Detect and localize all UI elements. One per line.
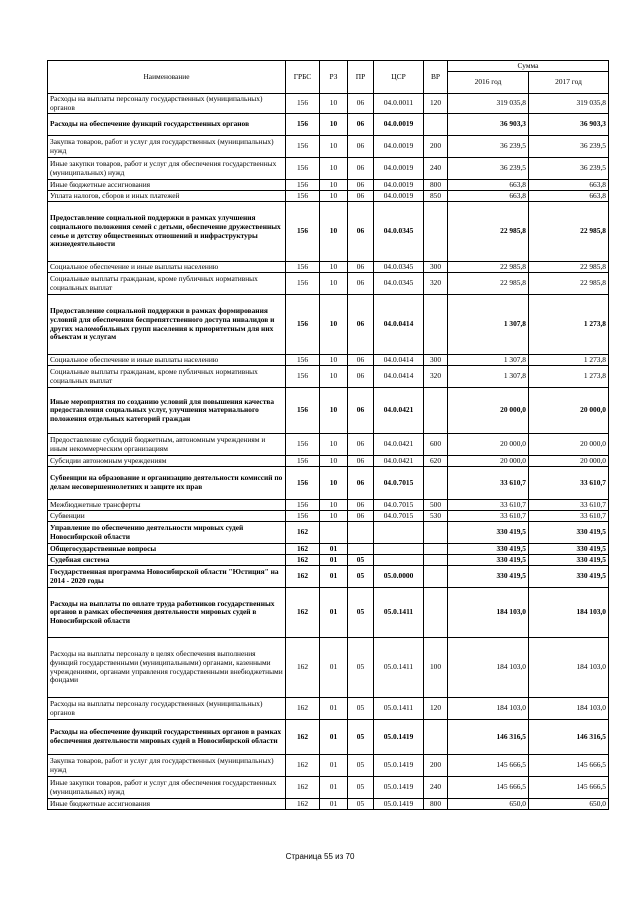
row-sum-2016-cell: 1 307,8 bbox=[448, 355, 529, 366]
row-sum-2016-cell: 36 239,5 bbox=[448, 136, 529, 158]
row-sum-2016-cell: 20 000,0 bbox=[448, 456, 529, 467]
header-2016: 2016 год bbox=[448, 72, 529, 94]
row-vr-cell: 240 bbox=[424, 158, 448, 180]
row-pr-cell: 05 bbox=[348, 720, 374, 755]
row-vr-cell: 100 bbox=[424, 638, 448, 698]
row-csr-cell: 05.0.1419 bbox=[374, 799, 424, 810]
row-sum-2016-cell: 184 103,0 bbox=[448, 698, 529, 720]
table-row bbox=[48, 191, 609, 202]
table-row bbox=[48, 434, 609, 456]
row-grbs-cell: 156 bbox=[286, 180, 320, 191]
row-vr-cell bbox=[424, 555, 448, 566]
row-sum-2016-cell: 20 000,0 bbox=[448, 388, 529, 434]
row-vr-cell bbox=[424, 202, 448, 262]
table-row bbox=[48, 202, 609, 262]
row-name-cell: Субвенции bbox=[48, 511, 286, 522]
table-row bbox=[48, 158, 609, 180]
row-rz-cell: 01 bbox=[320, 755, 348, 777]
row-sum-2017-cell: 184 103,0 bbox=[529, 588, 609, 638]
row-name-cell: Государственная программа Новосибирской области "Юстиция" на 2014 - 2020 годы bbox=[48, 566, 286, 588]
row-rz-cell: 10 bbox=[320, 500, 348, 511]
table-row bbox=[48, 720, 609, 755]
row-csr-cell: 04.0.0421 bbox=[374, 434, 424, 456]
row-csr-cell: 04.0.0019 bbox=[374, 180, 424, 191]
row-grbs-cell: 156 bbox=[286, 262, 320, 273]
row-csr-cell: 04.0.0019 bbox=[374, 191, 424, 202]
row-grbs-cell: 156 bbox=[286, 94, 320, 114]
row-vr-cell bbox=[424, 544, 448, 555]
row-pr-cell: 05 bbox=[348, 799, 374, 810]
row-vr-cell: 850 bbox=[424, 191, 448, 202]
header-csr: ЦСР bbox=[374, 61, 424, 94]
row-rz-cell: 01 bbox=[320, 544, 348, 555]
row-sum-2016-cell: 22 985,8 bbox=[448, 262, 529, 273]
row-name-cell: Межбюджетные трансферты bbox=[48, 500, 286, 511]
row-name-cell: Расходы на обеспечение функций государственных органов в рамках обеспечения деятельности мировых судей в Новосибирской области bbox=[48, 720, 286, 755]
row-vr-cell bbox=[424, 566, 448, 588]
row-name-cell: Социальные выплаты гражданам, кроме публичных нормативных социальных выплат bbox=[48, 366, 286, 388]
row-vr-cell: 120 bbox=[424, 698, 448, 720]
row-rz-cell bbox=[320, 522, 348, 544]
row-pr-cell: 06 bbox=[348, 295, 374, 355]
row-rz-cell: 01 bbox=[320, 638, 348, 698]
row-sum-2017-cell: 33 610,7 bbox=[529, 511, 609, 522]
row-pr-cell: 05 bbox=[348, 555, 374, 566]
row-name-cell: Иные мероприятия по созданию условий для повышения качества предоставления социальных услуг, улучшения материального положения отдельных категорий граждан bbox=[48, 388, 286, 434]
row-name-cell: Закупка товаров, работ и услуг для государственных (муниципальных) нужд bbox=[48, 755, 286, 777]
row-sum-2017-cell: 22 985,8 bbox=[529, 202, 609, 262]
row-rz-cell: 01 bbox=[320, 799, 348, 810]
row-sum-2016-cell: 22 985,8 bbox=[448, 202, 529, 262]
row-rz-cell: 01 bbox=[320, 698, 348, 720]
row-pr-cell: 06 bbox=[348, 94, 374, 114]
row-vr-cell: 300 bbox=[424, 355, 448, 366]
table-row bbox=[48, 588, 609, 638]
row-csr-cell: 04.0.0345 bbox=[374, 202, 424, 262]
row-grbs-cell: 162 bbox=[286, 755, 320, 777]
row-csr-cell: 05.0.1411 bbox=[374, 698, 424, 720]
table-row bbox=[48, 555, 609, 566]
budget-table bbox=[47, 60, 609, 810]
row-pr-cell: 06 bbox=[348, 136, 374, 158]
row-csr-cell: 04.0.0011 bbox=[374, 94, 424, 114]
row-csr-cell: 04.0.7015 bbox=[374, 467, 424, 500]
row-sum-2016-cell: 145 666,5 bbox=[448, 755, 529, 777]
row-vr-cell: 800 bbox=[424, 799, 448, 810]
row-pr-cell: 06 bbox=[348, 456, 374, 467]
row-csr-cell bbox=[374, 544, 424, 555]
row-rz-cell: 10 bbox=[320, 511, 348, 522]
row-pr-cell: 06 bbox=[348, 434, 374, 456]
page-number: Страница 55 из 70 bbox=[285, 852, 355, 861]
row-rz-cell: 10 bbox=[320, 114, 348, 136]
table-row bbox=[48, 698, 609, 720]
row-name-cell: Расходы на обеспечение функций государственных органов bbox=[48, 114, 286, 136]
row-name-cell: Расходы на выплаты персоналу в целях обеспечения выполнения функций государственными (муниципальными) органами, казенными учреждениями, органами управления государственными внебюджетными фондами bbox=[48, 638, 286, 698]
row-grbs-cell: 156 bbox=[286, 114, 320, 136]
row-csr-cell: 04.0.0345 bbox=[374, 273, 424, 295]
row-sum-2017-cell: 20 000,0 bbox=[529, 456, 609, 467]
row-sum-2017-cell: 36 239,5 bbox=[529, 158, 609, 180]
row-csr-cell: 04.0.7015 bbox=[374, 500, 424, 511]
row-grbs-cell: 156 bbox=[286, 191, 320, 202]
row-sum-2017-cell: 330 419,5 bbox=[529, 555, 609, 566]
row-name-cell: Субсидии автономным учреждениям bbox=[48, 456, 286, 467]
row-grbs-cell: 156 bbox=[286, 158, 320, 180]
row-name-cell: Расходы на выплаты персоналу государственных (муниципальных) органов bbox=[48, 698, 286, 720]
table-row bbox=[48, 638, 609, 698]
row-vr-cell: 320 bbox=[424, 366, 448, 388]
row-rz-cell: 01 bbox=[320, 555, 348, 566]
row-pr-cell: 06 bbox=[348, 114, 374, 136]
row-csr-cell: 04.0.0414 bbox=[374, 355, 424, 366]
row-name-cell: Общегосударственные вопросы bbox=[48, 544, 286, 555]
row-csr-cell bbox=[374, 522, 424, 544]
row-sum-2017-cell: 330 419,5 bbox=[529, 566, 609, 588]
row-csr-cell: 04.0.0019 bbox=[374, 114, 424, 136]
row-name-cell: Социальные выплаты гражданам, кроме публичных нормативных социальных выплат bbox=[48, 273, 286, 295]
row-sum-2016-cell: 319 035,8 bbox=[448, 94, 529, 114]
row-grbs-cell: 156 bbox=[286, 295, 320, 355]
header-vr: ВР bbox=[424, 61, 448, 94]
row-grbs-cell: 156 bbox=[286, 388, 320, 434]
row-grbs-cell: 156 bbox=[286, 434, 320, 456]
table-row bbox=[48, 262, 609, 273]
row-name-cell: Уплата налогов, сборов и иных платежей bbox=[48, 191, 286, 202]
row-name-cell: Иные бюджетные ассигнования bbox=[48, 799, 286, 810]
row-sum-2017-cell: 1 273,8 bbox=[529, 295, 609, 355]
row-csr-cell: 04.0.0019 bbox=[374, 136, 424, 158]
row-csr-cell: 05.0.0000 bbox=[374, 566, 424, 588]
row-rz-cell: 10 bbox=[320, 136, 348, 158]
table-body bbox=[48, 94, 609, 810]
row-sum-2017-cell: 33 610,7 bbox=[529, 500, 609, 511]
row-rz-cell: 10 bbox=[320, 456, 348, 467]
row-grbs-cell: 156 bbox=[286, 355, 320, 366]
row-sum-2017-cell: 663,8 bbox=[529, 191, 609, 202]
table-row bbox=[48, 388, 609, 434]
row-sum-2016-cell: 663,8 bbox=[448, 191, 529, 202]
row-sum-2016-cell: 145 666,5 bbox=[448, 777, 529, 799]
row-vr-cell: 500 bbox=[424, 500, 448, 511]
row-name-cell: Расходы на выплаты персоналу государственных (муниципальных) органов bbox=[48, 94, 286, 114]
row-name-cell: Предоставление социальной поддержки в рамках формирования условий для обеспечения беспрепятственного доступа инвалидов и других маломобильных групп населения к приоритетным для них объектам и услугам bbox=[48, 295, 286, 355]
row-rz-cell: 10 bbox=[320, 388, 348, 434]
table-row bbox=[48, 500, 609, 511]
row-pr-cell: 06 bbox=[348, 500, 374, 511]
table-row bbox=[48, 467, 609, 500]
row-name-cell: Социальное обеспечение и иные выплаты населению bbox=[48, 355, 286, 366]
row-pr-cell: 05 bbox=[348, 777, 374, 799]
row-sum-2016-cell: 33 610,7 bbox=[448, 467, 529, 500]
row-name-cell: Иные закупки товаров, работ и услуг для обеспечения государственных (муниципальных) нужд bbox=[48, 777, 286, 799]
table-row bbox=[48, 544, 609, 555]
row-rz-cell: 01 bbox=[320, 588, 348, 638]
row-pr-cell: 06 bbox=[348, 191, 374, 202]
row-rz-cell: 10 bbox=[320, 273, 348, 295]
row-sum-2017-cell: 22 985,8 bbox=[529, 273, 609, 295]
table-row bbox=[48, 114, 609, 136]
table-row bbox=[48, 799, 609, 810]
row-rz-cell: 01 bbox=[320, 566, 348, 588]
row-sum-2016-cell: 33 610,7 bbox=[448, 511, 529, 522]
row-sum-2016-cell: 36 903,3 bbox=[448, 114, 529, 136]
row-grbs-cell: 162 bbox=[286, 566, 320, 588]
table-row bbox=[48, 273, 609, 295]
row-csr-cell: 04.0.0414 bbox=[374, 366, 424, 388]
row-csr-cell: 04.0.0421 bbox=[374, 456, 424, 467]
row-rz-cell: 10 bbox=[320, 180, 348, 191]
row-vr-cell bbox=[424, 588, 448, 638]
row-pr-cell: 05 bbox=[348, 698, 374, 720]
row-pr-cell bbox=[348, 522, 374, 544]
row-sum-2017-cell: 145 666,5 bbox=[529, 755, 609, 777]
table-row bbox=[48, 355, 609, 366]
row-name-cell: Иные бюджетные ассигнования bbox=[48, 180, 286, 191]
row-sum-2016-cell: 22 985,8 bbox=[448, 273, 529, 295]
row-sum-2017-cell: 36 903,3 bbox=[529, 114, 609, 136]
row-grbs-cell: 156 bbox=[286, 456, 320, 467]
row-sum-2017-cell: 184 103,0 bbox=[529, 698, 609, 720]
row-rz-cell: 10 bbox=[320, 94, 348, 114]
row-rz-cell: 10 bbox=[320, 366, 348, 388]
table-row bbox=[48, 136, 609, 158]
row-pr-cell: 05 bbox=[348, 566, 374, 588]
row-csr-cell: 05.0.1419 bbox=[374, 755, 424, 777]
row-name-cell: Закупка товаров, работ и услуг для государственных (муниципальных) нужд bbox=[48, 136, 286, 158]
row-sum-2016-cell: 146 316,5 bbox=[448, 720, 529, 755]
row-sum-2016-cell: 330 419,5 bbox=[448, 522, 529, 544]
row-sum-2016-cell: 330 419,5 bbox=[448, 555, 529, 566]
table-row bbox=[48, 180, 609, 191]
row-vr-cell bbox=[424, 114, 448, 136]
row-grbs-cell: 156 bbox=[286, 273, 320, 295]
row-sum-2016-cell: 33 610,7 bbox=[448, 500, 529, 511]
header-name: Наименование bbox=[48, 61, 286, 94]
table-row bbox=[48, 456, 609, 467]
row-vr-cell bbox=[424, 388, 448, 434]
row-grbs-cell: 162 bbox=[286, 555, 320, 566]
row-sum-2017-cell: 663,8 bbox=[529, 180, 609, 191]
row-pr-cell bbox=[348, 544, 374, 555]
row-pr-cell: 06 bbox=[348, 388, 374, 434]
row-pr-cell: 06 bbox=[348, 262, 374, 273]
row-vr-cell: 200 bbox=[424, 755, 448, 777]
row-sum-2017-cell: 1 273,8 bbox=[529, 366, 609, 388]
row-sum-2017-cell: 650,0 bbox=[529, 799, 609, 810]
row-pr-cell: 05 bbox=[348, 588, 374, 638]
row-rz-cell: 10 bbox=[320, 202, 348, 262]
table-row bbox=[48, 777, 609, 799]
row-csr-cell: 04.0.0421 bbox=[374, 388, 424, 434]
row-sum-2017-cell: 330 419,5 bbox=[529, 544, 609, 555]
table-row bbox=[48, 522, 609, 544]
header-sum: Сумма bbox=[448, 61, 609, 72]
row-name-cell: Предоставление субсидий бюджетным, автономным учреждениям и иным некоммерческим организациям bbox=[48, 434, 286, 456]
row-sum-2016-cell: 330 419,5 bbox=[448, 566, 529, 588]
row-grbs-cell: 156 bbox=[286, 467, 320, 500]
row-sum-2017-cell: 22 985,8 bbox=[529, 262, 609, 273]
row-rz-cell: 10 bbox=[320, 467, 348, 500]
row-vr-cell: 800 bbox=[424, 180, 448, 191]
row-vr-cell bbox=[424, 720, 448, 755]
header-rz: РЗ bbox=[320, 61, 348, 94]
row-vr-cell: 320 bbox=[424, 273, 448, 295]
row-name-cell: Социальное обеспечение и иные выплаты населению bbox=[48, 262, 286, 273]
row-sum-2016-cell: 184 103,0 bbox=[448, 638, 529, 698]
row-sum-2016-cell: 1 307,8 bbox=[448, 295, 529, 355]
row-sum-2016-cell: 20 000,0 bbox=[448, 434, 529, 456]
row-sum-2016-cell: 650,0 bbox=[448, 799, 529, 810]
table-row bbox=[48, 94, 609, 114]
row-rz-cell: 10 bbox=[320, 191, 348, 202]
row-grbs-cell: 162 bbox=[286, 544, 320, 555]
row-name-cell: Управление по обеспечению деятельности мировых судей Новосибирской области bbox=[48, 522, 286, 544]
header-grbs: ГРБС bbox=[286, 61, 320, 94]
row-vr-cell bbox=[424, 295, 448, 355]
row-pr-cell: 05 bbox=[348, 638, 374, 698]
row-sum-2017-cell: 33 610,7 bbox=[529, 467, 609, 500]
row-rz-cell: 10 bbox=[320, 434, 348, 456]
row-csr-cell bbox=[374, 555, 424, 566]
row-sum-2016-cell: 184 103,0 bbox=[448, 588, 529, 638]
row-sum-2017-cell: 36 239,5 bbox=[529, 136, 609, 158]
table-row bbox=[48, 295, 609, 355]
row-vr-cell: 530 bbox=[424, 511, 448, 522]
row-name-cell: Предоставление социальной поддержки в рамках улучшения социального положения семей с детьми, обеспечение дружественных семье и детству общественных отношений и инфраструктуры жизнедеятельности bbox=[48, 202, 286, 262]
row-vr-cell: 600 bbox=[424, 434, 448, 456]
row-rz-cell: 01 bbox=[320, 720, 348, 755]
row-vr-cell: 200 bbox=[424, 136, 448, 158]
table-row bbox=[48, 755, 609, 777]
row-csr-cell: 04.0.7015 bbox=[374, 511, 424, 522]
row-grbs-cell: 162 bbox=[286, 522, 320, 544]
table-row bbox=[48, 366, 609, 388]
row-grbs-cell: 156 bbox=[286, 202, 320, 262]
row-grbs-cell: 156 bbox=[286, 136, 320, 158]
row-vr-cell: 300 bbox=[424, 262, 448, 273]
row-pr-cell: 06 bbox=[348, 467, 374, 500]
row-pr-cell: 06 bbox=[348, 158, 374, 180]
row-vr-cell: 240 bbox=[424, 777, 448, 799]
row-sum-2016-cell: 663,8 bbox=[448, 180, 529, 191]
header-pr: ПР bbox=[348, 61, 374, 94]
row-rz-cell: 10 bbox=[320, 355, 348, 366]
row-vr-cell: 620 bbox=[424, 456, 448, 467]
row-csr-cell: 04.0.0019 bbox=[374, 158, 424, 180]
row-name-cell: Судебная система bbox=[48, 555, 286, 566]
row-vr-cell: 120 bbox=[424, 94, 448, 114]
row-pr-cell: 06 bbox=[348, 355, 374, 366]
row-sum-2017-cell: 330 419,5 bbox=[529, 522, 609, 544]
row-grbs-cell: 162 bbox=[286, 777, 320, 799]
header-2017: 2017 год bbox=[529, 72, 609, 94]
row-csr-cell: 04.0.0414 bbox=[374, 295, 424, 355]
row-grbs-cell: 156 bbox=[286, 500, 320, 511]
row-sum-2017-cell: 20 000,0 bbox=[529, 434, 609, 456]
row-sum-2017-cell: 1 273,8 bbox=[529, 355, 609, 366]
row-vr-cell bbox=[424, 467, 448, 500]
row-sum-2016-cell: 330 419,5 bbox=[448, 544, 529, 555]
row-name-cell: Субвенции на образование и организацию деятельности комиссий по делам несовершеннолетних и защите их прав bbox=[48, 467, 286, 500]
row-name-cell: Иные закупки товаров, работ и услуг для обеспечения государственных (муниципальных) нужд bbox=[48, 158, 286, 180]
row-csr-cell: 05.0.1411 bbox=[374, 638, 424, 698]
row-sum-2017-cell: 146 316,5 bbox=[529, 720, 609, 755]
row-grbs-cell: 162 bbox=[286, 638, 320, 698]
row-pr-cell: 06 bbox=[348, 202, 374, 262]
row-pr-cell: 05 bbox=[348, 755, 374, 777]
row-sum-2017-cell: 184 103,0 bbox=[529, 638, 609, 698]
row-rz-cell: 10 bbox=[320, 158, 348, 180]
row-rz-cell: 01 bbox=[320, 777, 348, 799]
row-rz-cell: 10 bbox=[320, 262, 348, 273]
row-csr-cell: 05.0.1419 bbox=[374, 720, 424, 755]
row-grbs-cell: 162 bbox=[286, 799, 320, 810]
row-grbs-cell: 162 bbox=[286, 588, 320, 638]
row-pr-cell: 06 bbox=[348, 273, 374, 295]
row-name-cell: Расходы на выплаты по оплате труда работников государственных органов в рамках обеспечения деятельности мировых судей в Новосибирской области bbox=[48, 588, 286, 638]
row-sum-2017-cell: 145 666,5 bbox=[529, 777, 609, 799]
row-pr-cell: 06 bbox=[348, 180, 374, 191]
table-row bbox=[48, 511, 609, 522]
row-vr-cell bbox=[424, 522, 448, 544]
row-grbs-cell: 156 bbox=[286, 511, 320, 522]
row-sum-2017-cell: 319 035,8 bbox=[529, 94, 609, 114]
row-sum-2016-cell: 36 239,5 bbox=[448, 158, 529, 180]
row-sum-2017-cell: 20 000,0 bbox=[529, 388, 609, 434]
table-row bbox=[48, 566, 609, 588]
row-csr-cell: 04.0.0345 bbox=[374, 262, 424, 273]
row-pr-cell: 06 bbox=[348, 511, 374, 522]
row-grbs-cell: 156 bbox=[286, 366, 320, 388]
row-grbs-cell: 162 bbox=[286, 698, 320, 720]
row-csr-cell: 05.0.1411 bbox=[374, 588, 424, 638]
row-sum-2016-cell: 1 307,8 bbox=[448, 366, 529, 388]
row-rz-cell: 10 bbox=[320, 295, 348, 355]
row-csr-cell: 05.0.1419 bbox=[374, 777, 424, 799]
row-grbs-cell: 162 bbox=[286, 720, 320, 755]
row-pr-cell: 06 bbox=[348, 366, 374, 388]
